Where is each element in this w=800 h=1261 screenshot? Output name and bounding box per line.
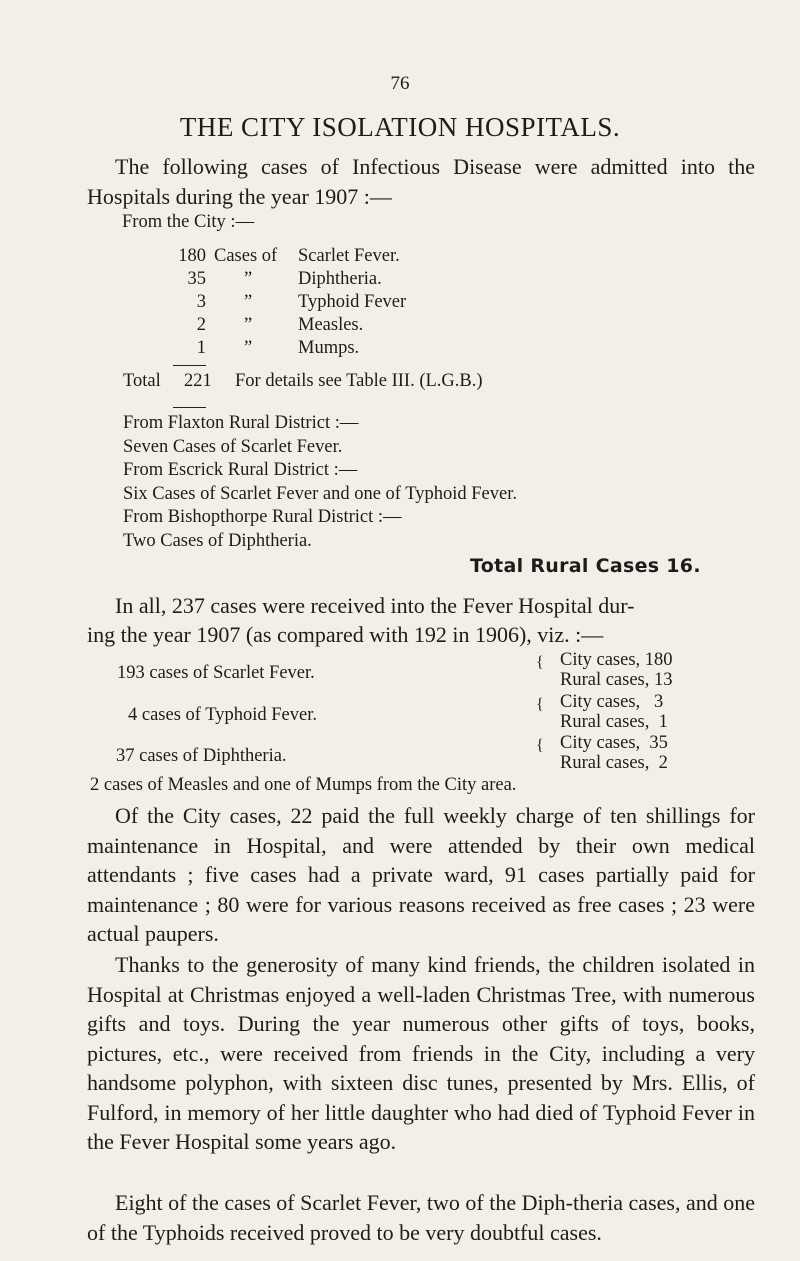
breakdown-split [560,733,668,773]
list-item [171,268,406,291]
thanks-text: Thanks to the generosity of many kind friends, the children isolated in Hospital at Christmas enjoyed a well-laden Christmas Tree, with numerous gifts and toys. During the year numerous other gifts of toys, books, pictures, etc., were received from friends in the City, including a very handsome polyphon, with sixteen disc tunes, presented by Mrs. Ellis, of Fulford, in memory of her little daughter who had died of Typhoid Fever in the Fever Hospital some years ago. [87,952,755,1154]
case-unit: ” [244,269,253,289]
all-cases-line-2: ing the year 1907 (as compared with 192 in 1906), viz. :— [87,622,604,647]
rural-total: Total Rural Cases 16. [470,555,701,577]
sum-rule [173,365,206,366]
list-item [171,291,406,314]
case-disease: Measles. [298,315,364,335]
case-count: 3 [196,292,206,312]
city-cases-list [171,245,406,360]
breakdown-split [560,692,668,732]
case-count: 180 [178,246,206,266]
rural-detail: Two Cases of Diphtheria. [123,530,312,551]
all-cases-line-1: In all, 237 cases were received into the Fever Hospital dur- [115,593,635,618]
case-count: 35 [187,269,206,289]
divider [173,407,206,408]
list-item [171,314,406,337]
breakdown-rural: Rural cases, 2 [560,753,668,773]
rural-heading: From Bishopthorpe Rural District :— [123,507,402,527]
doubtful-paragraph [87,1188,755,1247]
case-disease: Diphtheria. [298,269,382,289]
brace: { [536,654,544,671]
city-total-label: Total [123,371,161,391]
rural-detail: Six Cases of Scarlet Fever and one of Typhoid Fever. [123,483,517,504]
city-heading: From the City :— [122,212,255,232]
thanks-paragraph [87,950,755,1157]
case-count: 1 [196,338,206,358]
rural-districts [123,412,517,553]
breakdown-label: 193 cases of Scarlet Fever. [117,663,315,683]
breakdown-rural: Rural cases, 1 [560,712,668,732]
city-total-note: For details see Table III. (L.G.B.) [235,371,483,391]
city-total-row [123,371,483,392]
city-total-value: 221 [184,371,212,391]
brace: { [536,696,544,713]
list-item [171,245,406,268]
page-title: THE CITY ISOLATION HOSPITALS. [179,112,621,142]
case-disease: Typhoid Fever [298,292,407,312]
measles-line: 2 cases of Measles and one of Mumps from the City area. [90,775,517,795]
intro-paragraph [87,152,755,211]
case-unit: ” [244,338,253,358]
breakdown-label: 37 cases of Diphtheria. [116,746,287,766]
rural-detail: Seven Cases of Scarlet Fever. [123,436,343,457]
page-number: 76 [390,73,410,94]
payment-paragraph [87,801,755,949]
case-count: 2 [196,315,206,335]
breakdown-split [560,650,673,690]
doubtful-text: Eight of the cases of Scarlet Fever, two of the Diph-theria cases, and one of the Typhoids received proved to be very doubtful cases. [87,1190,755,1245]
brace: { [536,737,544,754]
breakdown-label: 4 cases of Typhoid Fever. [128,705,317,725]
case-unit: Cases of [214,246,278,266]
list-item [171,337,406,360]
breakdown-city: City cases, 3 [560,692,664,712]
breakdown-rural: Rural cases, 13 [560,670,673,690]
breakdown-city: City cases, 35 [560,733,668,753]
case-unit: ” [244,292,253,312]
case-disease: Scarlet Fever. [298,246,400,266]
breakdown-city: City cases, 180 [560,650,673,670]
case-disease: Mumps. [298,338,360,358]
payment-text: Of the City cases, 22 paid the full weekly charge of ten shillings for maintenance in Hospital, and were attended by their own medical attendants ; five cases had a private ward, 91 cases partially paid for maintenance ; 80 were for various reasons received as free cases ; 23 were actual paupers. [87,803,755,946]
rural-heading: From Escrick Rural District :— [123,460,358,480]
rural-heading: From Flaxton Rural District :— [123,413,359,433]
case-unit: ” [244,315,253,335]
intro-text: The following cases of Infectious Disease were admitted into the Hospitals during the year 1907 :— [87,154,755,209]
